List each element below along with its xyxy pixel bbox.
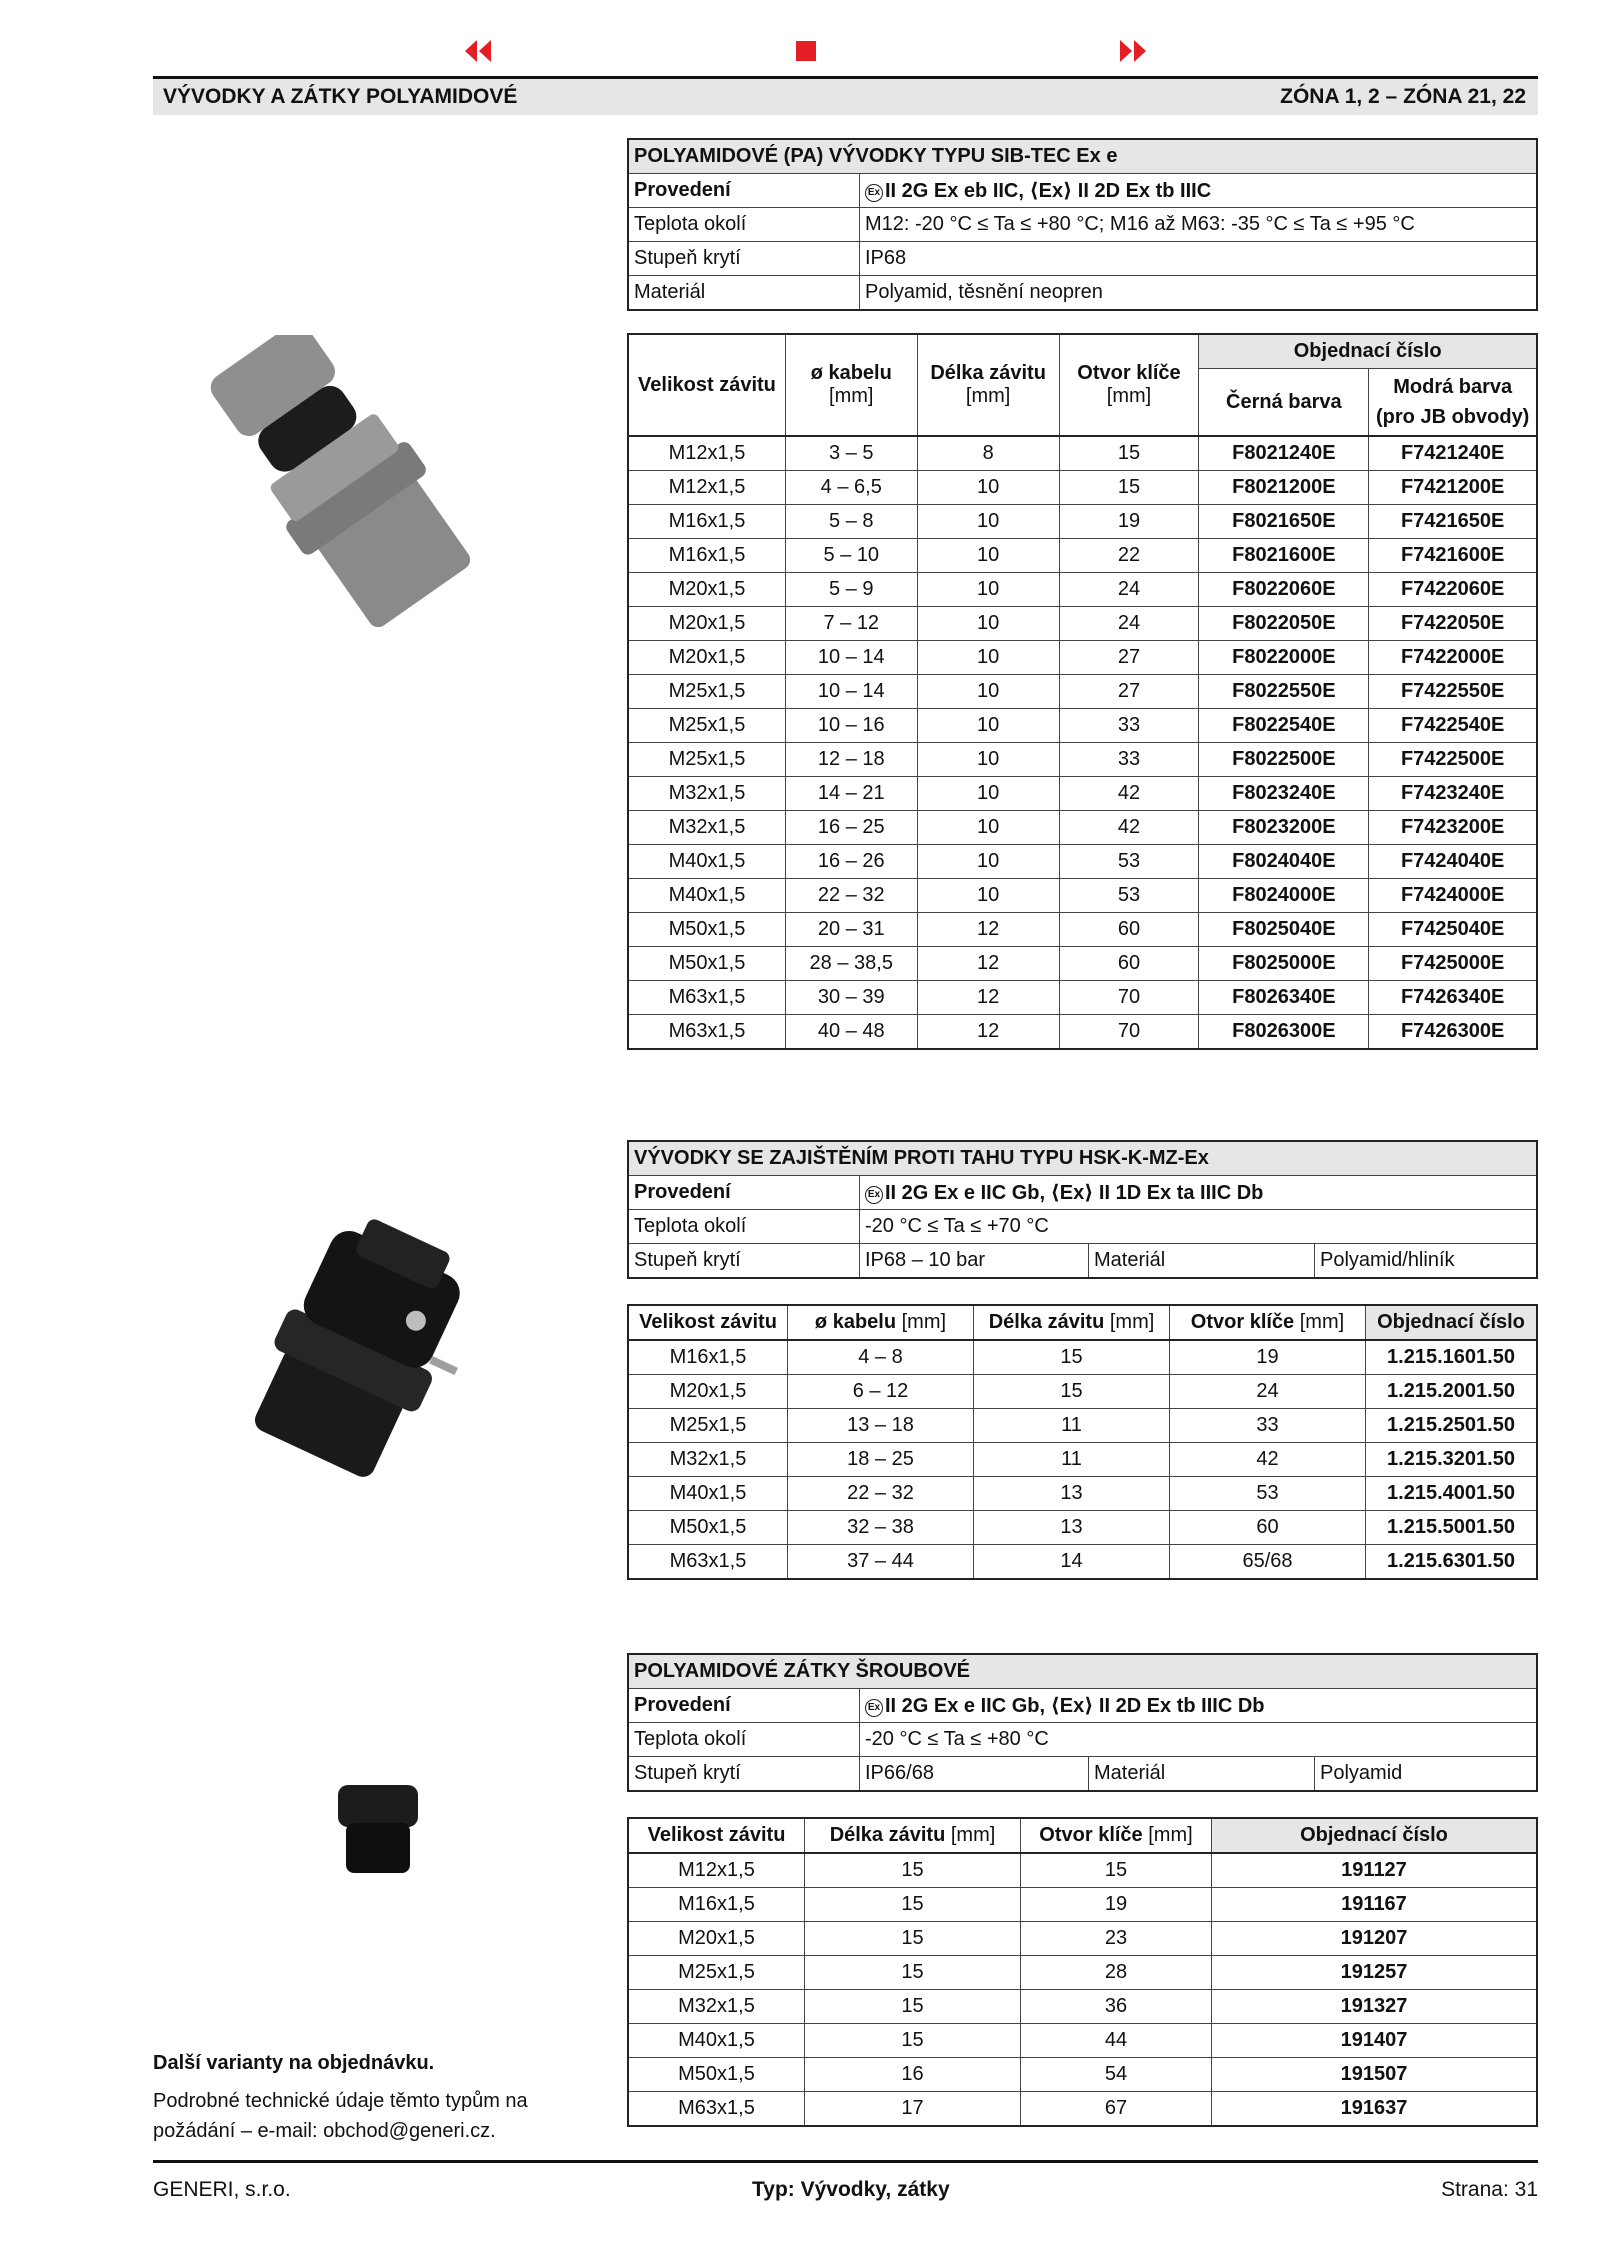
table-row: [628, 573, 1537, 607]
table-cell: 40 – 48: [785, 1015, 917, 1050]
ex-mark-icon: Ex: [865, 184, 883, 202]
table-cell: F8022550E: [1199, 675, 1369, 709]
table-cell: F7421600E: [1369, 539, 1537, 573]
table-cell: 10 – 14: [785, 641, 917, 675]
section3-order-table: [627, 1817, 1538, 2127]
spec-value: Polyamid: [1315, 1757, 1538, 1792]
col-order: Objednací číslo: [1366, 1305, 1538, 1340]
spec-label: Provedení: [628, 1689, 860, 1723]
table-cell: 10 – 16: [785, 709, 917, 743]
table-cell: 13: [974, 1511, 1170, 1545]
table-cell: M40x1,5: [628, 879, 785, 913]
table-cell: F8022500E: [1199, 743, 1369, 777]
table-cell: 10: [917, 743, 1059, 777]
table-cell: F8022060E: [1199, 573, 1369, 607]
table-cell: 191637: [1212, 2092, 1538, 2127]
table-cell: 14: [974, 1545, 1170, 1580]
table-cell: M20x1,5: [628, 641, 785, 675]
table-cell: M50x1,5: [628, 913, 785, 947]
table-cell: F8021600E: [1199, 539, 1369, 573]
table-cell: 10: [917, 573, 1059, 607]
table-cell: 15: [805, 1956, 1021, 1990]
table-cell: 1.215.2501.50: [1366, 1409, 1538, 1443]
table-cell: F7422050E: [1369, 607, 1537, 641]
spec-label: Provedení: [628, 1176, 860, 1210]
table-row: [628, 709, 1537, 743]
table-cell: 54: [1021, 2058, 1212, 2092]
table-cell: 10: [917, 811, 1059, 845]
table-cell: 191507: [1212, 2058, 1538, 2092]
table-cell: F8023200E: [1199, 811, 1369, 845]
table-cell: F7421240E: [1369, 436, 1537, 471]
table-cell: F7426340E: [1369, 981, 1537, 1015]
table-cell: 23: [1021, 1922, 1212, 1956]
table-cell: 7 – 12: [785, 607, 917, 641]
table-cell: F7422000E: [1369, 641, 1537, 675]
table-cell: 17: [805, 2092, 1021, 2127]
table-cell: 4 – 6,5: [785, 471, 917, 505]
table-row: [628, 1511, 1537, 1545]
table-row: [628, 1477, 1537, 1511]
table-cell: 13: [974, 1477, 1170, 1511]
table-cell: M50x1,5: [628, 947, 785, 981]
table-cell: M50x1,5: [628, 1511, 788, 1545]
table-cell: 13 – 18: [788, 1409, 974, 1443]
col-order: Objednací číslo: [1199, 334, 1537, 369]
table-cell: M32x1,5: [628, 777, 785, 811]
table-cell: M25x1,5: [628, 1409, 788, 1443]
table-cell: 10: [917, 845, 1059, 879]
table-row: [628, 675, 1537, 709]
table-cell: M40x1,5: [628, 845, 785, 879]
table-row: [628, 2024, 1537, 2058]
spec-label: Stupeň krytí: [628, 1757, 860, 1792]
table-cell: 8: [917, 436, 1059, 471]
table-row: [628, 505, 1537, 539]
table-cell: M20x1,5: [628, 1922, 805, 1956]
table-cell: 15: [1021, 1853, 1212, 1888]
table-cell: 5 – 8: [785, 505, 917, 539]
footer-page: Strana: 31: [1441, 2178, 1538, 2201]
table-cell: M12x1,5: [628, 436, 785, 471]
table-row: [628, 607, 1537, 641]
section3-title: POLYAMIDOVÉ ZÁTKY ŠROUBOVÉ: [628, 1654, 1537, 1689]
table-cell: 65/68: [1170, 1545, 1366, 1580]
table-cell: F7421650E: [1369, 505, 1537, 539]
table-cell: M12x1,5: [628, 471, 785, 505]
table-cell: M40x1,5: [628, 1477, 788, 1511]
col-thread: Velikost závitu: [628, 1305, 788, 1340]
table-cell: M16x1,5: [628, 1888, 805, 1922]
table-cell: 10: [917, 709, 1059, 743]
table-cell: 12 – 18: [785, 743, 917, 777]
spec-label: Materiál: [1089, 1757, 1315, 1792]
table-row: [628, 539, 1537, 573]
table-row: [628, 2092, 1537, 2127]
table-cell: 19: [1059, 505, 1199, 539]
table-cell: 42: [1059, 777, 1199, 811]
table-cell: M25x1,5: [628, 1956, 805, 1990]
table-cell: F8021200E: [1199, 471, 1369, 505]
table-cell: F8021650E: [1199, 505, 1369, 539]
table-cell: 11: [974, 1443, 1170, 1477]
col-cable: ø kabelu [mm]: [788, 1305, 974, 1340]
table-cell: M32x1,5: [628, 1990, 805, 2024]
col-key: Otvor klíče [mm]: [1021, 1818, 1212, 1853]
table-cell: 60: [1170, 1511, 1366, 1545]
table-cell: F7422060E: [1369, 573, 1537, 607]
table-cell: 12: [917, 913, 1059, 947]
spec-value: Ex II 2G Ex eb IIC, ⟨Ex⟩ II 2D Ex tb IIIC: [860, 174, 1538, 208]
table-cell: M25x1,5: [628, 675, 785, 709]
section1-order-table: [627, 333, 1538, 1050]
hsk-gland-image: [220, 1210, 520, 1515]
table-cell: 16 – 25: [785, 811, 917, 845]
table-cell: 33: [1170, 1409, 1366, 1443]
table-cell: M25x1,5: [628, 743, 785, 777]
table-cell: 33: [1059, 709, 1199, 743]
table-cell: 24: [1059, 573, 1199, 607]
table-cell: 53: [1059, 879, 1199, 913]
section1-title: POLYAMIDOVÉ (PA) VÝVODKY TYPU SIB-TEC Ex e: [628, 139, 1537, 174]
table-cell: 24: [1059, 607, 1199, 641]
table-cell: 15: [1059, 471, 1199, 505]
table-cell: 27: [1059, 675, 1199, 709]
table-cell: 1.215.3201.50: [1366, 1443, 1538, 1477]
spec-value: M12: -20 °C ≤ Ta ≤ +80 °C; M16 až M63: -35 °C ≤ Ta ≤ +95 °C: [860, 208, 1538, 242]
spec-value: Ex II 2G Ex e IIC Gb, ⟨Ex⟩ II 1D Ex ta IIIC Db: [860, 1176, 1538, 1210]
table-cell: 18 – 25: [788, 1443, 974, 1477]
table-cell: 16: [805, 2058, 1021, 2092]
section3-spec-table: [627, 1653, 1538, 1792]
table-cell: F7422550E: [1369, 675, 1537, 709]
table-cell: 10: [917, 539, 1059, 573]
table-cell: 15: [1059, 436, 1199, 471]
table-cell: 27: [1059, 641, 1199, 675]
table-row: [628, 1015, 1537, 1050]
table-cell: 1.215.5001.50: [1366, 1511, 1538, 1545]
table-cell: 15: [974, 1375, 1170, 1409]
table-cell: 5 – 10: [785, 539, 917, 573]
table-row: [628, 1443, 1537, 1477]
spec-value: -20 °C ≤ Ta ≤ +70 °C: [860, 1210, 1538, 1244]
table-cell: 1.215.6301.50: [1366, 1545, 1538, 1580]
table-cell: 19: [1021, 1888, 1212, 1922]
table-cell: 14 – 21: [785, 777, 917, 811]
table-cell: 70: [1059, 981, 1199, 1015]
table-cell: 191167: [1212, 1888, 1538, 1922]
col-black: Černá barva: [1199, 369, 1369, 437]
table-cell: 16 – 26: [785, 845, 917, 879]
table-cell: F7425000E: [1369, 947, 1537, 981]
table-cell: 36: [1021, 1990, 1212, 2024]
spec-value: Ex II 2G Ex e IIC Gb, ⟨Ex⟩ II 2D Ex tb IIIC Db: [860, 1689, 1538, 1723]
table-cell: 191127: [1212, 1853, 1538, 1888]
table-cell: M63x1,5: [628, 1545, 788, 1580]
double-right-arrow-icon[interactable]: [1118, 38, 1148, 66]
footer-divider: [153, 2160, 1538, 2163]
table-cell: 10 – 14: [785, 675, 917, 709]
table-cell: 12: [917, 947, 1059, 981]
table-row: [628, 1853, 1537, 1888]
header-zone: ZÓNA 1, 2 – ZÓNA 21, 22: [1280, 85, 1526, 108]
col-thread: Velikost závitu: [628, 1818, 805, 1853]
table-cell: 10: [917, 641, 1059, 675]
table-cell: 37 – 44: [788, 1545, 974, 1580]
table-cell: F7423200E: [1369, 811, 1537, 845]
table-cell: 20 – 31: [785, 913, 917, 947]
table-row: [628, 1956, 1537, 1990]
col-key: Otvor klíče [mm]: [1059, 334, 1199, 436]
section2-title: VÝVODKY SE ZAJIŠTĚNÍM PROTI TAHU TYPU HSK-K-MZ-Ex: [628, 1141, 1537, 1176]
table-row: [628, 641, 1537, 675]
table-row: [628, 879, 1537, 913]
table-row: [628, 1888, 1537, 1922]
table-cell: M12x1,5: [628, 1853, 805, 1888]
spec-label: Stupeň krytí: [628, 1244, 860, 1279]
table-cell: M25x1,5: [628, 709, 785, 743]
table-cell: F7424000E: [1369, 879, 1537, 913]
table-cell: 53: [1170, 1477, 1366, 1511]
table-cell: M40x1,5: [628, 2024, 805, 2058]
table-cell: 10: [917, 879, 1059, 913]
table-cell: M20x1,5: [628, 573, 785, 607]
table-row: [628, 1990, 1537, 2024]
ex-mark-icon: Ex: [865, 1186, 883, 1204]
table-cell: 28: [1021, 1956, 1212, 1990]
table-cell: F8023240E: [1199, 777, 1369, 811]
spec-label: Teplota okolí: [628, 1723, 860, 1757]
table-cell: 1.215.4001.50: [1366, 1477, 1538, 1511]
table-cell: 6 – 12: [788, 1375, 974, 1409]
table-cell: 12: [917, 981, 1059, 1015]
spec-value: Polyamid, těsnění neopren: [860, 276, 1538, 311]
table-cell: M16x1,5: [628, 1340, 788, 1375]
table-cell: F8025040E: [1199, 913, 1369, 947]
table-cell: 24: [1170, 1375, 1366, 1409]
table-cell: 15: [805, 1990, 1021, 2024]
table-row: [628, 1409, 1537, 1443]
table-row: [628, 811, 1537, 845]
table-row: [628, 1375, 1537, 1409]
table-row: [628, 436, 1537, 471]
table-row: [628, 471, 1537, 505]
table-cell: 44: [1021, 2024, 1212, 2058]
table-cell: 191327: [1212, 1990, 1538, 2024]
table-cell: F7422540E: [1369, 709, 1537, 743]
table-row: [628, 1545, 1537, 1580]
header-title: VÝVODKY A ZÁTKY POLYAMIDOVÉ: [163, 85, 518, 108]
table-cell: 10: [917, 777, 1059, 811]
table-cell: 10: [917, 675, 1059, 709]
table-cell: 10: [917, 471, 1059, 505]
table-cell: F7426300E: [1369, 1015, 1537, 1050]
table-cell: 67: [1021, 2092, 1212, 2127]
table-cell: 42: [1170, 1443, 1366, 1477]
col-blue: Modrá barva (pro JB obvody): [1369, 369, 1537, 437]
plug-image: [328, 1775, 428, 1890]
table-cell: F7424040E: [1369, 845, 1537, 879]
footer-type: Typ: Vývodky, zátky: [752, 2178, 950, 2201]
table-cell: 4 – 8: [788, 1340, 974, 1375]
col-order: Objednací číslo: [1212, 1818, 1538, 1853]
col-thread: Velikost závitu: [628, 334, 785, 436]
double-left-arrow-icon[interactable]: [463, 38, 493, 66]
table-cell: 15: [805, 2024, 1021, 2058]
col-length: Délka závitu [mm]: [917, 334, 1059, 436]
table-row: [628, 1922, 1537, 1956]
table-row: [628, 2058, 1537, 2092]
table-row: [628, 777, 1537, 811]
table-cell: F7423240E: [1369, 777, 1537, 811]
table-cell: 191257: [1212, 1956, 1538, 1990]
table-cell: 5 – 9: [785, 573, 917, 607]
table-cell: M63x1,5: [628, 2092, 805, 2127]
table-cell: 33: [1059, 743, 1199, 777]
spec-value: -20 °C ≤ Ta ≤ +80 °C: [860, 1723, 1538, 1757]
table-cell: M32x1,5: [628, 1443, 788, 1477]
table-cell: F7421200E: [1369, 471, 1537, 505]
table-row: [628, 845, 1537, 879]
footer-company: GENERI, s.r.o.: [153, 2178, 291, 2201]
table-cell: 22 – 32: [785, 879, 917, 913]
table-cell: M16x1,5: [628, 505, 785, 539]
table-cell: 22 – 32: [788, 1477, 974, 1511]
table-cell: 32 – 38: [788, 1511, 974, 1545]
square-stop-icon[interactable]: [795, 38, 817, 66]
spec-label: Stupeň krytí: [628, 242, 860, 276]
section2-order-table: [627, 1304, 1538, 1580]
spec-value: Polyamid/hliník: [1315, 1244, 1538, 1279]
spec-value: IP66/68: [860, 1757, 1089, 1792]
table-cell: 60: [1059, 913, 1199, 947]
table-row: [628, 913, 1537, 947]
table-cell: F7425040E: [1369, 913, 1537, 947]
table-cell: M16x1,5: [628, 539, 785, 573]
section2-spec-table: [627, 1140, 1538, 1279]
col-key: Otvor klíče [mm]: [1170, 1305, 1366, 1340]
table-row: [628, 1340, 1537, 1375]
table-cell: 60: [1059, 947, 1199, 981]
table-cell: 1.215.2001.50: [1366, 1375, 1538, 1409]
table-cell: 42: [1059, 811, 1199, 845]
table-cell: 191407: [1212, 2024, 1538, 2058]
table-cell: M20x1,5: [628, 607, 785, 641]
table-row: [628, 947, 1537, 981]
table-cell: 1.215.1601.50: [1366, 1340, 1538, 1375]
table-cell: 15: [805, 1888, 1021, 1922]
table-cell: 22: [1059, 539, 1199, 573]
table-cell: 53: [1059, 845, 1199, 879]
table-cell: F8026340E: [1199, 981, 1369, 1015]
table-row: [628, 743, 1537, 777]
spec-label: Materiál: [1089, 1244, 1315, 1279]
table-cell: F8026300E: [1199, 1015, 1369, 1050]
table-cell: 30 – 39: [785, 981, 917, 1015]
table-cell: 70: [1059, 1015, 1199, 1050]
table-cell: 10: [917, 505, 1059, 539]
note-title: Další varianty na objednávku.: [153, 2052, 435, 2074]
sib-tec-gland-image: [185, 335, 505, 670]
spec-label: Materiál: [628, 276, 860, 311]
table-cell: 3 – 5: [785, 436, 917, 471]
table-cell: F7422500E: [1369, 743, 1537, 777]
spec-label: Provedení: [628, 174, 860, 208]
ex-mark-icon: Ex: [865, 1699, 883, 1717]
page-header: [153, 76, 1538, 115]
table-cell: F8024040E: [1199, 845, 1369, 879]
spec-label: Teplota okolí: [628, 1210, 860, 1244]
table-cell: M50x1,5: [628, 2058, 805, 2092]
spec-label: Teplota okolí: [628, 208, 860, 242]
table-cell: 15: [805, 1853, 1021, 1888]
table-cell: F8022000E: [1199, 641, 1369, 675]
note: [153, 2048, 603, 2146]
table-cell: F8021240E: [1199, 436, 1369, 471]
table-cell: F8025000E: [1199, 947, 1369, 981]
table-cell: 19: [1170, 1340, 1366, 1375]
table-cell: 12: [917, 1015, 1059, 1050]
spec-value: IP68: [860, 242, 1538, 276]
table-cell: M32x1,5: [628, 811, 785, 845]
table-cell: 191207: [1212, 1922, 1538, 1956]
table-cell: M20x1,5: [628, 1375, 788, 1409]
table-cell: M63x1,5: [628, 1015, 785, 1050]
note-text: Podrobné technické údaje těmto typům na požádání – e-mail: obchod@generi.cz.: [153, 2090, 528, 2142]
spec-value: IP68 – 10 bar: [860, 1244, 1089, 1279]
table-cell: 10: [917, 607, 1059, 641]
table-cell: F8022050E: [1199, 607, 1369, 641]
table-cell: M63x1,5: [628, 981, 785, 1015]
section1-spec-table: [627, 138, 1538, 311]
table-cell: 11: [974, 1409, 1170, 1443]
col-length: Délka závitu [mm]: [974, 1305, 1170, 1340]
table-cell: 15: [805, 1922, 1021, 1956]
col-cable: ø kabelu [mm]: [785, 334, 917, 436]
table-cell: F8024000E: [1199, 879, 1369, 913]
table-row: [628, 981, 1537, 1015]
table-cell: 15: [974, 1340, 1170, 1375]
table-cell: 28 – 38,5: [785, 947, 917, 981]
table-cell: F8022540E: [1199, 709, 1369, 743]
col-length: Délka závitu [mm]: [805, 1818, 1021, 1853]
